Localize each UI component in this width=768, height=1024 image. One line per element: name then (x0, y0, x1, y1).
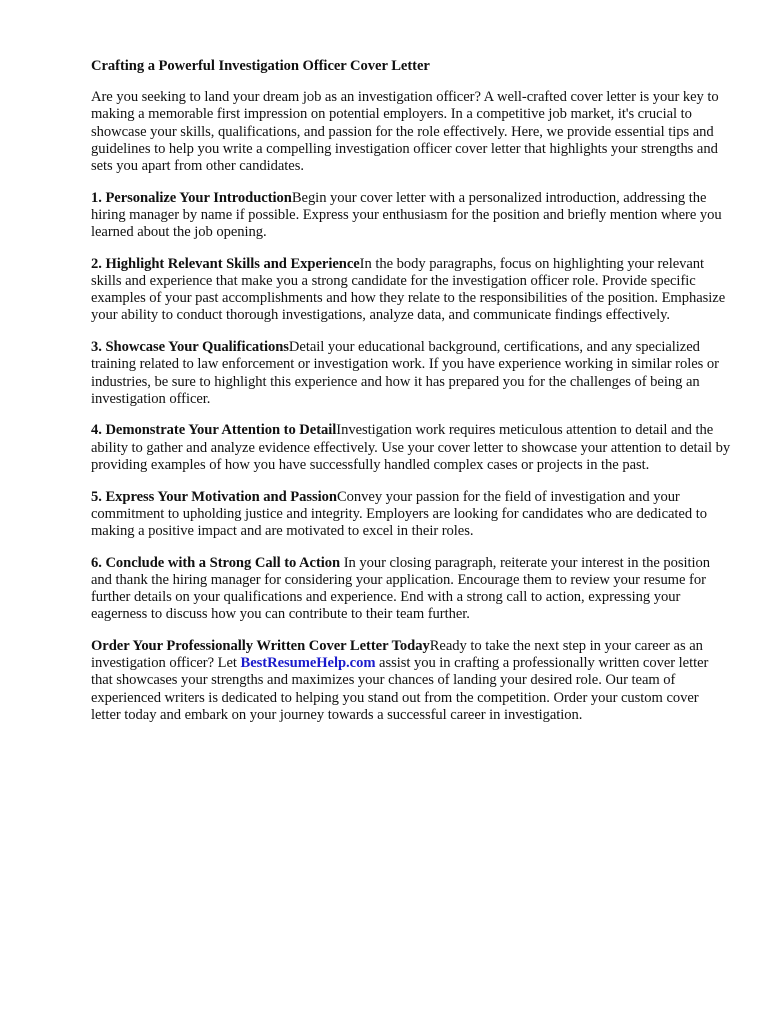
document-title: Crafting a Powerful Investigation Officer Cover Letter (91, 58, 430, 74)
closing-heading: Order Your Professionally Written Cover Letter Today (91, 637, 430, 654)
section-body: Investigation work requires meticulous attention to detail and the ability to gather and analyze evidence effectively. Use your cover letter to showcase your attention to detail by providing examples of how you have successfully handled complex cases or projects in the past. (91, 422, 731, 473)
section-call-to-action (91, 555, 731, 624)
document-page (91, 58, 731, 739)
section-motivation-passion (91, 489, 731, 541)
section-body: Convey your passion for the field of investigation and your commitment to upholding justice and integrity. Employers are looking for candidates who are dedicated to making a positive impact and are motivated to excel in their roles. (91, 488, 707, 539)
section-heading: 5. Express Your Motivation and Passion (91, 488, 337, 505)
section-heading: 2. Highlight Relevant Skills and Experience (91, 255, 360, 272)
section-heading: 4. Demonstrate Your Attention to Detail (91, 422, 337, 439)
section-body: In your closing paragraph, reiterate your interest in the position and thank the hiring manager for considering your application. Encourage them to review your resume for further details on your qualifications and experience. End with a strong call to action, expressing your eagerness to discuss how you can contribute to their team further. (91, 554, 710, 623)
section-highlight-skills (91, 256, 731, 325)
section-showcase-qualifications (91, 339, 731, 408)
closing-paragraph (91, 638, 731, 724)
section-heading: 3. Showcase Your Qualifications (91, 339, 289, 356)
intro-paragraph: Are you seeking to land your dream job as an investigation officer? A well-crafted cover letter is your key to making a memorable first impression on potential employers. In a competitive job market, it's crucial to showcase your skills, qualifications, and passion for the role effectively. Here, we provide essential tips and guidelines to help you write a compelling investigation officer cover letter that highlights your strengths and sets you apart from other candidates. (91, 89, 719, 175)
section-personalize-introduction (91, 190, 731, 242)
section-body: In the body paragraphs, focus on highlighting your relevant skills and experience that make you a strong candidate for the investigation officer role. Provide specific examples of your past accomplishments and how they relate to the responsibilities of the position. Emphasize your ability to conduct thorough investigations, analyze data, and communicate findings effectively. (91, 255, 726, 324)
section-heading: 6. Conclude with a Strong Call to Action (91, 554, 341, 571)
section-heading: 1. Personalize Your Introduction (91, 189, 292, 206)
section-body: Detail your educational background, certifications, and any specialized training related to law enforcement or investigation work. If you have experience working in similar roles or industries, be sure to highlight this experience and how it has prepared you for the challenges of being an investigation officer. (91, 339, 719, 407)
closing-body-before-link: Ready to take the next step in your career as an investigation officer? Let (91, 637, 703, 672)
section-attention-to-detail (91, 422, 731, 474)
section-body: Begin your cover letter with a personalized introduction, addressing the hiring manager by name if possible. Express your enthusiasm for the position and briefly mention where you learned about the job opening. (91, 189, 722, 241)
bestresumehelp-link[interactable]: BestResumeHelp.com (240, 655, 376, 672)
closing-body-after-link: assist you in crafting a professionally written cover letter that showcases your strengths and maximizes your chances of landing your desired role. Our team of experienced writers is dedicated to helping you stand out from the competition. Order your custom cover letter today and embark on your journey towards a successful career in investigation. (91, 655, 709, 723)
